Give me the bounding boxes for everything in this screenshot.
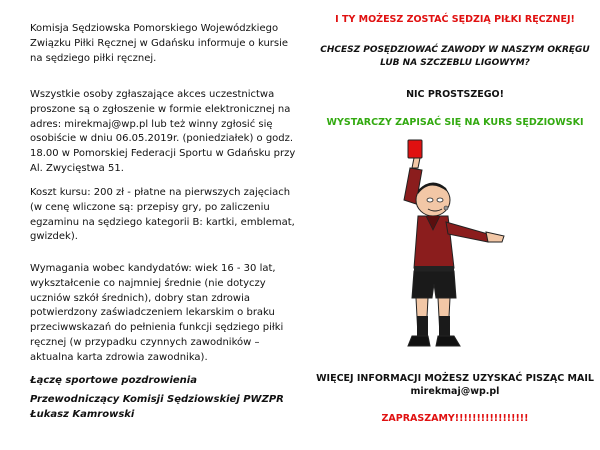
signer-name: Łukasz Kamrowski (30, 408, 135, 420)
referee-illustration (388, 138, 508, 363)
requirements-paragraph: Wymagania wobec kandydatów: wiek 16 - 30 lat, wykształcenie co najmniej średnie (nie dotyczy uczniów szkół średnich), dobry stan zdrowia potwierdzony zaświadczeniem lekarskim o braku przeciwwskazań do pełnienia funkcji sędziego piłki ręcznej (w przypadku czynnych zawodników – aktualna karta zdrowia zawodnika). (30, 263, 284, 363)
applications-paragraph: Wszystkie osoby zgłaszające akces uczestnictwa proszone są o zgłoszenie w formie elektronicznej na adres: mirekmaj@wp.pl lub też winny zgłosić się osobiście w dniu 06.05.2019r. (poniedziałek) o godz. 18.00 w Pomorskiej Federacji Sportu w Gdańsku przy Al. Zwycięstwa 51. (30, 89, 296, 174)
question-line-1: CHCESZ POSĘDZIOWAĆ ZAWODY W NASZYM OKRĘGU (320, 45, 590, 55)
cost-paragraph: Koszt kursu: 200 zł - płatne na pierwszych zajęciach (w cenę wliczone są: przepisy gry, po zaliczeniu egzaminu na sędziego kategorii B: kartki, emblemat, gwizdek). (30, 187, 295, 243)
signer-title: Przewodniczący Komisji Sędziowskiej PWZPR (30, 393, 284, 405)
signup-text: WYSTARCZY ZAPISAĆ SIĘ NA KURS SĘDZIOWSKI (326, 117, 584, 128)
red-card-icon (408, 140, 422, 158)
info-line: WIĘCEJ INFORMACJI MOŻESZ UZYSKAĆ PISZĄC MAIL (316, 373, 594, 384)
simple-text: NIC PROSTSZEGO! (406, 89, 504, 100)
invite-text: ZAPRASZAMY!!!!!!!!!!!!!!!!! (381, 413, 529, 424)
info-email: mirekmaj@wp.pl (410, 386, 500, 397)
question (310, 44, 600, 70)
headline: I TY MOŻESZ ZOSTAĆ SĘDZIĄ PIŁKI RĘCZNEJ! (335, 14, 575, 25)
intro-paragraph: Komisja Sędziowska Pomorskiego Wojewódzkiego Związku Piłki Ręcznej w Gdańsku informuje o kursie na sędziego piłki ręcznej. (30, 23, 289, 64)
question-line-2: LUB NA SZCZEBLU LIGOWYM? (380, 58, 530, 68)
greeting: Łączę sportowe pozdrowienia (30, 375, 197, 386)
info-block (310, 372, 600, 398)
signature-block (30, 374, 300, 422)
